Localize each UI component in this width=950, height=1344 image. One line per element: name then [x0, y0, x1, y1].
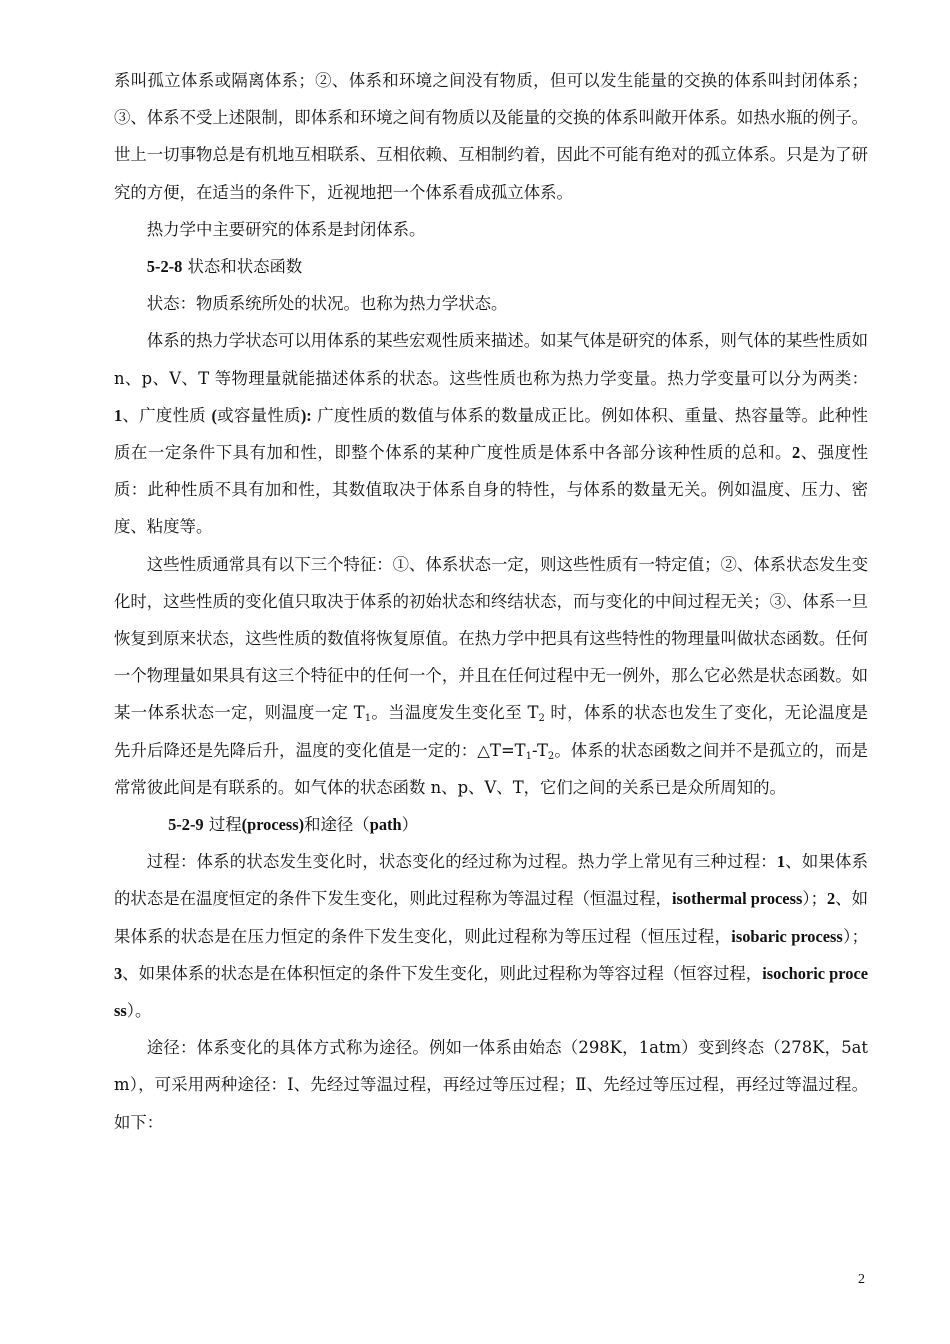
page-number: 2	[858, 1272, 865, 1287]
document-body	[114, 62, 868, 1141]
paragraph-isolated-system: 系叫孤立体系或隔离体系；②、体系和环境之间没有物质，但可以发生能量的交换的体系叫封闭体系；③、体系不受上述限制，即体系和环境之间有物质以及能量的交换的体系叫敞开体系。如热水瓶的例子。世上一切事物总是有机地互相联系、互相依赖、互相制约着，因此不可能有绝对的孤立体系。只是为了研究的方便，在适当的条件下，近视地把一个体系看成孤立体系。	[114, 71, 868, 202]
section-number: 5-2-8	[146, 257, 183, 277]
section-title: 状态和状态函数	[182, 257, 303, 277]
paragraph-state-definition: 状态：物质系统所处的状况。也称为热力学状态。	[146, 294, 508, 314]
paragraph-process: 过程：体系的状态发生变化时，状态变化的经过称为过程。热力学上常见有三种过程：1、如果体系的状态是在温度恒定的条件下发生变化，则此过程称为等温过程（恒温过程，isothermal process）；2、如果体系的状态是在压力恒定的条件下发生变化，则此过程称为等压过程（恒压过程，isobaric process）；3、如果体系的状态是在体积恒定的条件下发生变化，则此过程称为等容过程（恒容过程，isochoric process）。	[114, 852, 869, 1021]
paragraph-path: 途径：体系变化的具体方式称为途径。例如一体系由始态（298K，1atm）变到终态（278K，5atm），可采用两种途径：Ⅰ、先经过等温过程，再经过等压过程；Ⅱ、先经过等压过程，再经过等温过程。如下：	[114, 1038, 868, 1132]
section-heading-5-2-8	[114, 248, 868, 285]
paragraph-state-function: 这些性质通常具有以下三个特征：①、体系状态一定，则这些性质有一特定值；②、体系状态发生变化时，这些性质的变化值只取决于体系的初始状态和终结状态，而与变化的中间过程无关；③、体系一旦恢复到原来状态，这些性质的数值将恢复原值。在热力学中把具有这些特性的物理量叫做状态函数。任何一个物理量如果具有这三个特征中的任何一个，并且在任何过程中无一例外，那么它必然是状态函数。如某一体系状态一定，则温度一定 $T_1$。当温度发生变化至 $T_2$ 时，体系的状态也发生了变化，无论温度是先升后降还是先降后升，温度的变化值是一定的：$\triangle T=T_1-T_2$。体系的状态函数之间并不是孤立的，而是常常彼此间是有联系的。如气体的状态函数 n、p、V、T，它们之间的关系已是众所周知的。	[114, 554, 869, 797]
section-heading-5-2-9: 5-2-9 过程(process)和途径（path）	[168, 815, 418, 835]
paragraph-closed-system: 热力学中主要研究的体系是封闭体系。	[146, 219, 426, 239]
section-number: 5-2-9	[168, 815, 204, 835]
paragraph-thermo-variables: 体系的热力学状态可以用体系的某些宏观性质来描述。如某气体是研究的体系，则气体的某些性质如 n、p、V、T 等物理量就能描述体系的状态。这些性质也称为热力学变量。热力学变量可以分为两类：1、广度性质 (或容量性质): 广度性质的数值与体系的数量成正比。例如体积、重量、热容量等。此种性质在一定条件下具有加和性，即整个体系的某种广度性质是体系中各部分该种性质的总和。2、强度性质：此种性质不具有加和性，其数值取决于体系自身的特性，与体系的数量无关。例如温度、压力、密度、粘度等。	[114, 331, 869, 537]
